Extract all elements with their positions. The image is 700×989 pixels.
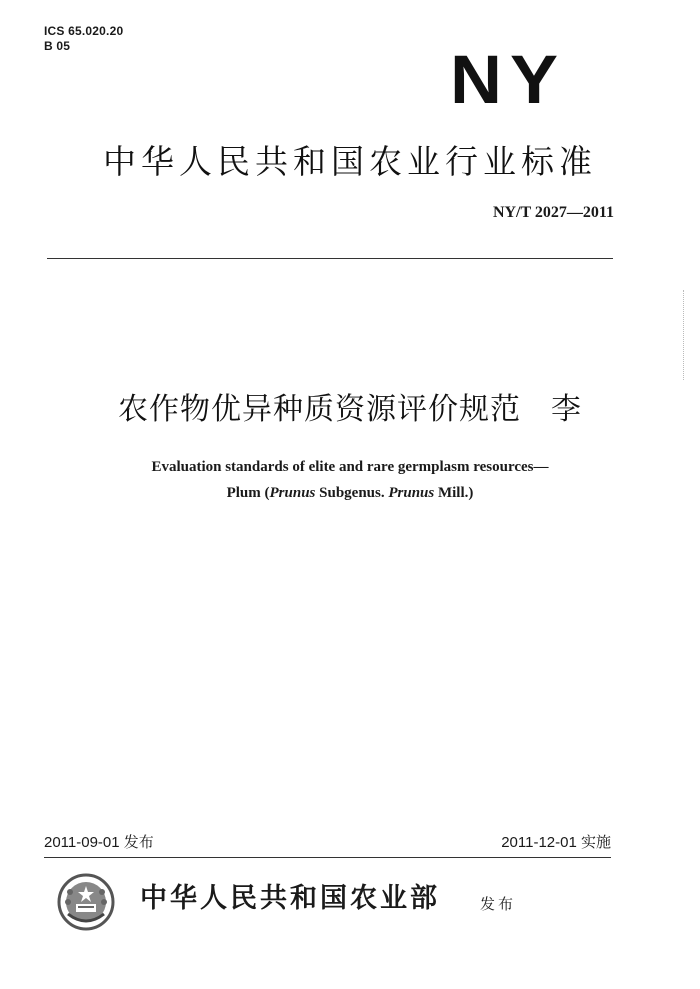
standard-organization: 中华人民共和国农业行业标准 xyxy=(103,142,597,181)
title-chinese-sub: 李 xyxy=(551,392,582,427)
top-divider xyxy=(47,258,613,259)
title-english-genus2: Prunus xyxy=(388,485,435,501)
publish-date: 2011-09-01 发布 xyxy=(44,834,154,851)
title-chinese xyxy=(0,391,700,429)
ccs-code: B 05 xyxy=(44,39,71,53)
title-english-pre: Plum ( xyxy=(226,485,270,501)
classification-codes xyxy=(44,24,123,54)
title-english-line2 xyxy=(0,480,700,506)
title-english-line1: Evaluation standards of elite and rare germplasm resources— xyxy=(151,459,549,475)
effective-date: 2011-12-01 实施 xyxy=(501,834,611,851)
title-chinese-main: 农作物优异种质资源评价规范 xyxy=(118,392,521,427)
bottom-divider xyxy=(44,857,611,858)
ics-code: ICS 65.020.20 xyxy=(44,24,124,38)
scan-edge-mark xyxy=(683,290,685,380)
issuing-authority: 中华人民共和国农业部 xyxy=(140,883,440,914)
title-english xyxy=(0,454,700,506)
standard-code: NY/T 2027—2011 xyxy=(492,204,614,221)
title-english-mid: Subgenus. xyxy=(315,485,389,501)
title-english-genus: Prunus xyxy=(269,485,316,501)
issued-label: 发布 xyxy=(480,895,517,913)
ny-logo: NY xyxy=(450,42,567,118)
title-english-post: Mill.) xyxy=(434,485,474,501)
national-emblem-icon xyxy=(56,872,116,932)
